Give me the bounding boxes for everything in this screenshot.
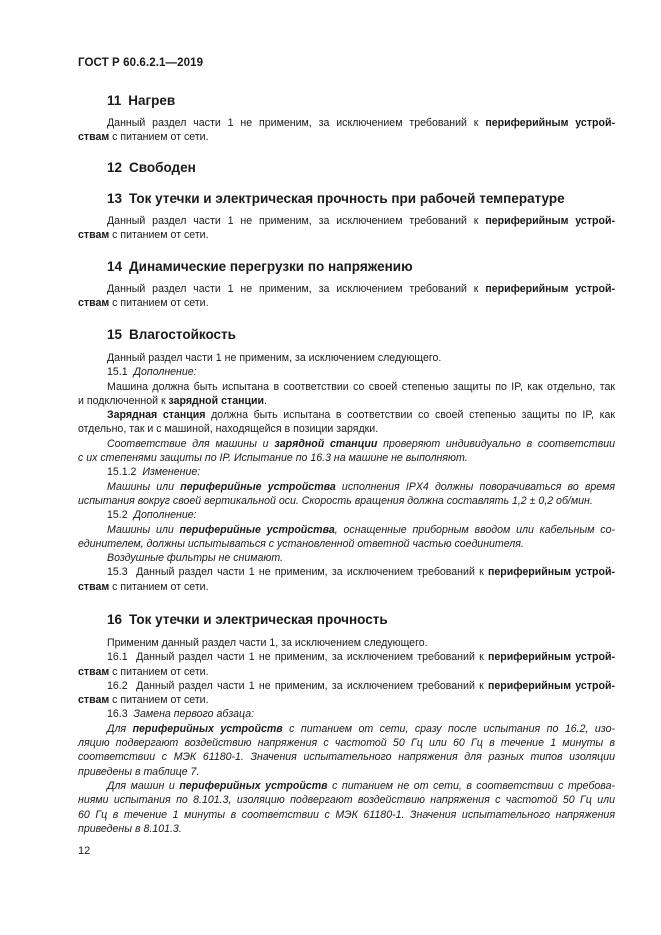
section-15-text: Данный раздел части 1 не применим, за исключением следующего. 15.1 Дополнение: Машина должна быть испытана в соответствии со своей степенью защиты по IP, как отдельно, так и подключенной к зарядной станции. Зарядная станция должна быть испытана в соответствии со своей степенью защиты по IP, как отдельно, так и с машиной, находящейся в позиции зарядки. Соответствие для машины и зарядной станции проверяют индивидуально в соответствии с их степенями защиты по IP. Испытание по 16.3 на машине не выполняют. 15.1.2 Изменение: Машины или периферийные устройства исполнения IPX4 должны поворачиваться во время испытания вокруг своей вертикальной оси. Скорость вращения должна составлять 1,2 ± 0,2 об/мин. 15.2 Дополнение: Машины или периферийные устройства, оснащенные приборным вводом или кабельным со- единителем, должны испытываться с установленной ответной частью соединителя. Воздушные фильтры не снимают. 15.3 Данный раздел части 1 не применим, за исключением требований к периферийным устрой- ствам с питанием от сети.	[78, 352, 616, 593]
section-13-text: Данный раздел части 1 не применим, за исключением требований к периферийным устрой- ствам с питанием от сети.	[78, 215, 615, 242]
section-16-text: Применим данный раздел части 1, за исключением следующего. 16.1 Данный раздел части 1 не применим, за исключением требований к периферийным устрой- ствам с питанием от сети. 16.2 Данный раздел части 1 не применим, за исключением требований к периферийным устрой- ствам с питанием от сети. 16.3 Замена первого абзаца: Для периферийных устройств с питанием от сети, сразу после испытания по 16.2, изо- ляцию подвергают воздействию напряжения с частотой 50 Гц или 60 Гц в течение 1 минуты в соответствии с МЭК 61180-1. Значения испытательного напряжения для разных типов изоляции приведены в таблице 7. Для машин и периферийных устройств с питанием не от сети, в соответствии с требова- ниями испытания по 8.101.3, изоляцию подвергают воздействию напряжения с частотой 50 Гц или 60 Гц в течение 1 минуты в соответствии с МЭК 61180-1. Значения испытательного напряжения приведены в 8.101.3.	[78, 637, 616, 835]
section-13-heading: 13 Ток утечки и электрическая прочность при рабочей температуре	[107, 191, 565, 206]
section-number: 11	[107, 93, 122, 108]
section-14-text: Данный раздел части 1 не применим, за исключением требований к периферийным устрой- ствам с питанием от сети.	[78, 283, 615, 310]
section-11-heading	[107, 93, 175, 108]
section-16-heading: 16 Ток утечки и электрическая прочность	[107, 612, 388, 627]
section-14-heading: 14 Динамические перегрузки по напряжению	[107, 259, 413, 274]
section-11-text: Данный раздел части 1 не применим, за исключением требований к периферийным устрой- ствам с питанием от сети.	[78, 117, 615, 144]
section-title: Нагрев	[128, 93, 176, 108]
section-15-heading: 15 Влагостойкость	[107, 327, 236, 342]
section-12-heading: 12 Свободен	[107, 160, 196, 175]
page-number: 12	[78, 845, 91, 857]
document-header: ГОСТ Р 60.6.2.1—2019	[78, 57, 204, 69]
